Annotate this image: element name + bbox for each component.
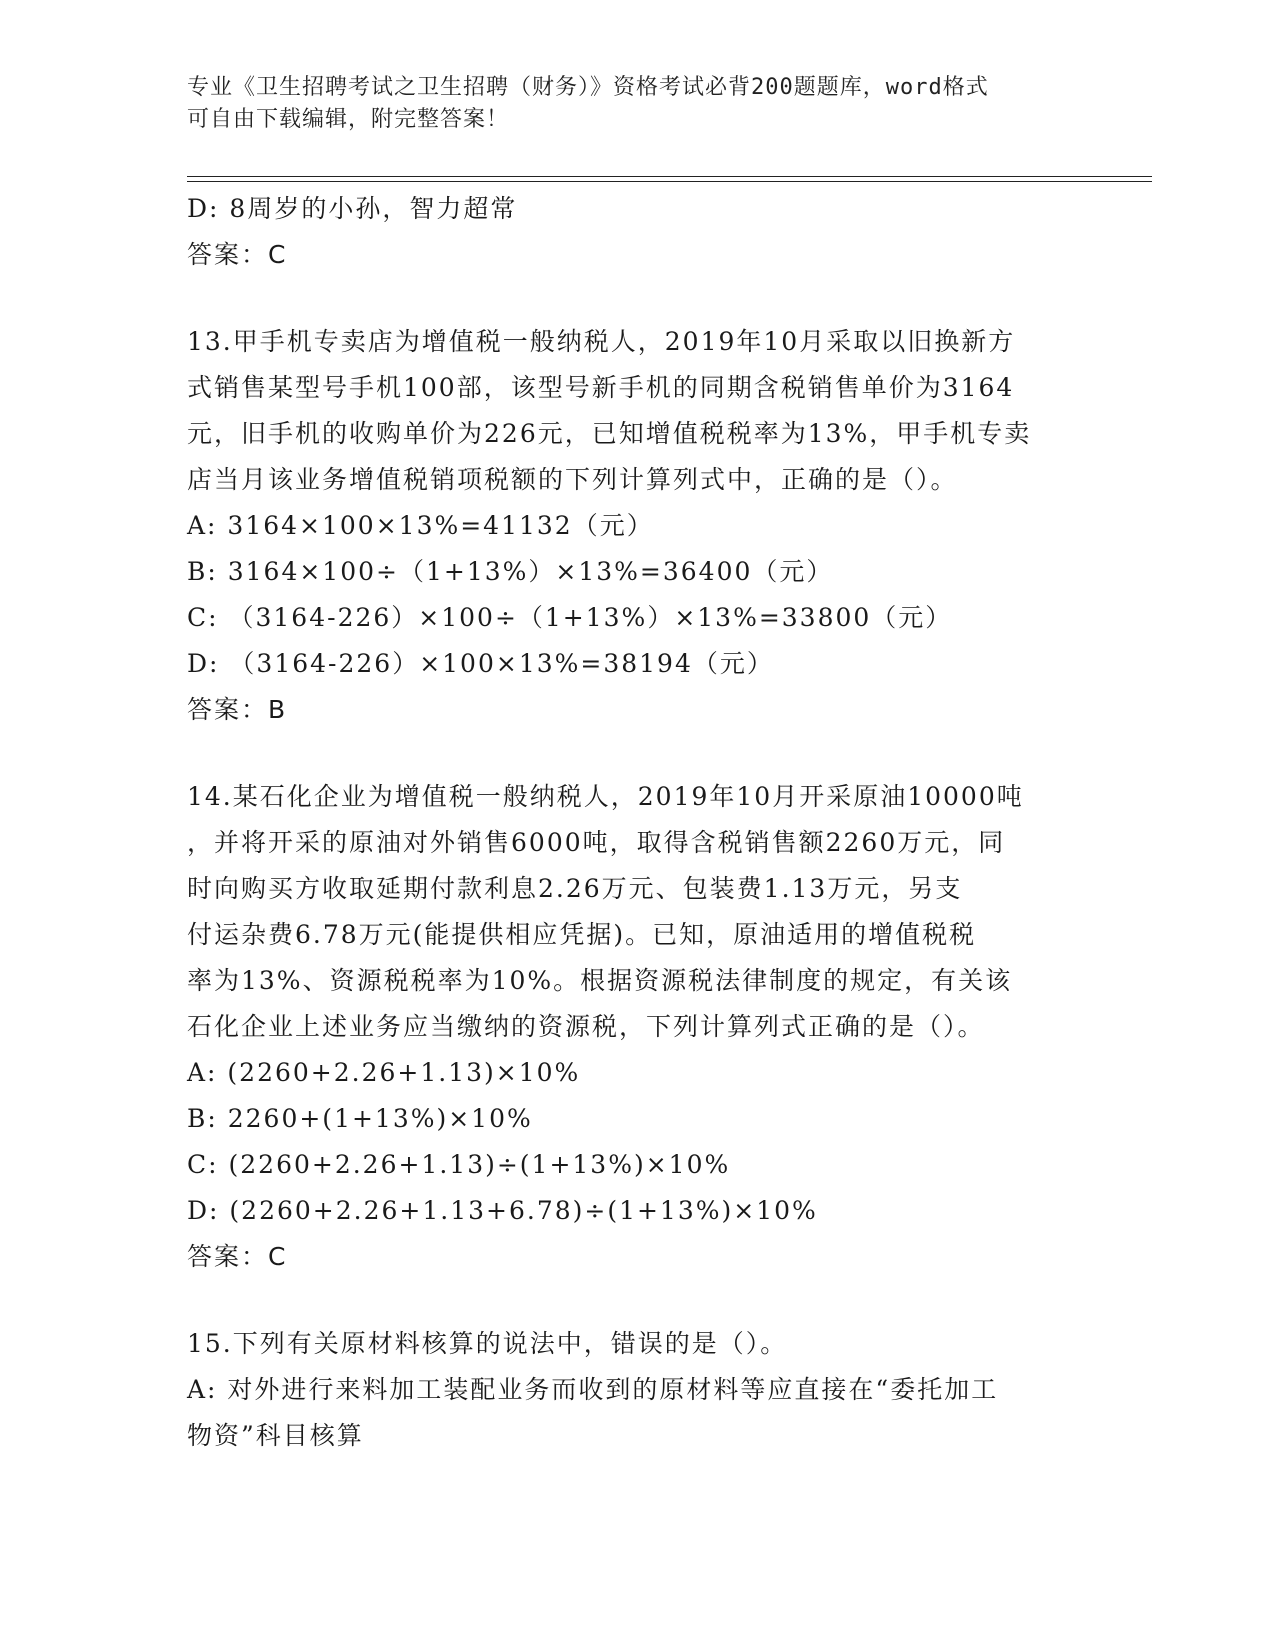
prev-answer: 答案：C (187, 240, 288, 269)
header-title-line-2: 可自由下载编辑，附完整答案！ (187, 107, 510, 132)
question-stem-line: 率为13%、资源税税率为10%。根据资源税法律制度的规定，有关该 (187, 966, 1013, 995)
question-stem-line: 元，旧手机的收购单价为226元，已知增值税税率为13%，甲手机专卖 (187, 419, 1032, 448)
option-a: A: 对外进行来料加工装配业务而收到的原材料等应直接在“委托加工 (187, 1375, 999, 1404)
question-stem-line: 石化企业上述业务应当缴纳的资源税，下列计算列式正确的是（）。 (187, 1012, 985, 1041)
document-header (187, 72, 1067, 136)
question-stem-line: ，并将开采的原油对外销售6000吨，取得含税销售额2260万元，同 (187, 828, 1006, 857)
header-title-line-1: 专业《卫生招聘考试之卫生招聘（财务）》资格考试必背200题题库，word格式 (187, 75, 989, 100)
question-stem-line: 式销售某型号手机100部，该型号新手机的同期含税销售单价为3164 (187, 373, 1015, 402)
question-stem-line: 店当月该业务增值税销项税额的下列计算列式中，正确的是（）。 (187, 465, 958, 494)
header-divider-bottom (187, 181, 1152, 182)
question-content (187, 186, 1082, 1459)
question-14 (187, 774, 1082, 1280)
option-c: C: （3164-226）×100÷（1+13%）×13%=33800（元） (187, 603, 953, 632)
question-stem-line: 15.下列有关原材料核算的说法中，错误的是（）。 (187, 1329, 788, 1358)
header-divider-top (187, 176, 1152, 177)
question-stem-line: 付运杂费6.78万元(能提供相应凭据)。已知，原油适用的增值税税 (187, 920, 977, 949)
option-a: A: (2260+2.26+1.13)×10% (187, 1058, 581, 1087)
option-b: B: 3164×100÷（1+13%）×13%=36400（元） (187, 557, 834, 586)
question-stem-line: 时向购买方收取延期付款利息2.26万元、包装费1.13万元，另支 (187, 874, 963, 903)
option-c: C: (2260+2.26+1.13)÷(1+13%)×10% (187, 1150, 731, 1179)
option-a: A: 3164×100×13%=41132（元） (187, 511, 654, 540)
option-d: D: （3164-226）×100×13%=38194（元） (187, 649, 774, 678)
question-stem-line: 14.某石化企业为增值税一般纳税人，2019年10月开采原油10000吨 (187, 782, 1024, 811)
question-15 (187, 1321, 1082, 1459)
option-d: D: (2260+2.26+1.13+6.78)÷(1+13%)×10% (187, 1196, 818, 1225)
option-a-continued: 物资”科目核算 (187, 1421, 364, 1450)
answer-14: 答案：C (187, 1242, 288, 1271)
question-stem-line: 13.甲手机专卖店为增值税一般纳税人，2019年10月采取以旧换新方 (187, 327, 1016, 356)
option-b: B: 2260+(1+13%)×10% (187, 1104, 533, 1133)
answer-13: 答案：B (187, 695, 288, 724)
prev-option-d: D: 8周岁的小孙，智力超常 (187, 194, 518, 223)
question-13 (187, 319, 1082, 733)
